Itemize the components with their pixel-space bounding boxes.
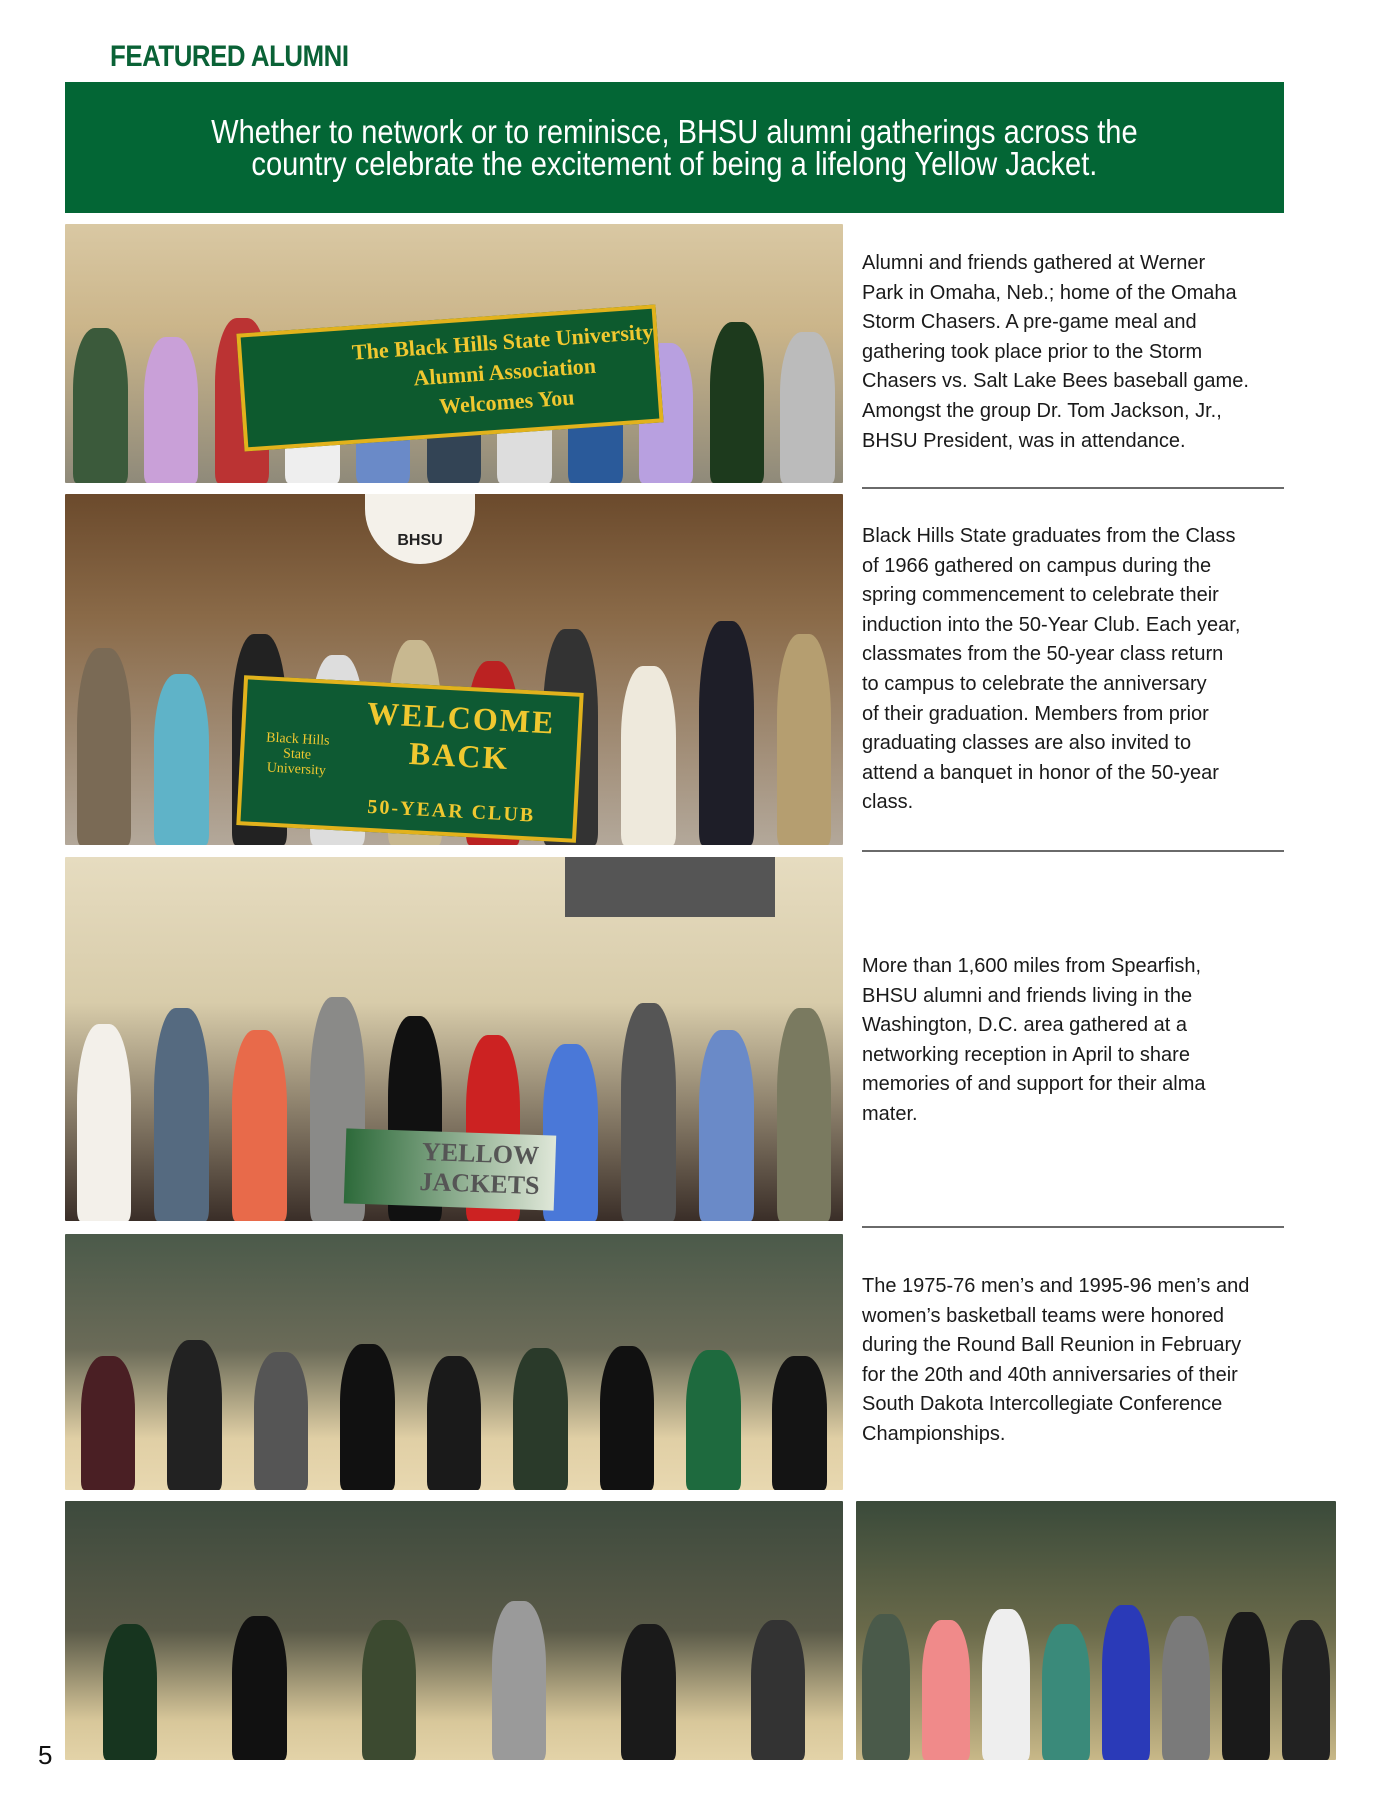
intro-banner [65, 82, 1284, 213]
photo-basketball-team-1995-men [65, 1501, 843, 1760]
yellow-jackets-pennant: YELLOW JACKETS [344, 1128, 556, 1210]
divider [862, 1226, 1284, 1228]
divider [862, 850, 1284, 852]
crowd [65, 1298, 843, 1490]
crowd [65, 1566, 843, 1760]
photo-basketball-team-women [856, 1501, 1336, 1760]
page-number: 5 [38, 1740, 53, 1770]
photo-washington-dc [65, 857, 843, 1221]
photo-basketball-reunion-men [65, 1234, 843, 1490]
photo-50-year-club [65, 494, 843, 845]
bhsu-sign: BHSU [365, 494, 475, 564]
photo-omaha-gathering [65, 224, 843, 483]
alumni-association-flag: The Black Hills State University Alumni Association Welcomes You [236, 304, 663, 451]
caption-50-year-club: Black Hills State graduates from the Class of 1966 gathered on campus during the spring commencement to celebrate their induction into the 50-Year Club. Each year, classmates from the 50-year class return to campus to celebrate the anniversary of their graduation. Members from prior graduating classes are also invited to attend a banquet in honor of the 50-year class. [862, 525, 1241, 814]
tv-screen [565, 857, 775, 917]
intro-text: Whether to network or to reminisce, BHSU alumni gatherings across the country celebrate the excitement of being a lifelong Yellow Jacket. [211, 112, 1138, 182]
caption-washington-dc: More than 1,600 miles from Spearfish, BHSU alumni and friends living in the Washington, D.C. area gathered at a networking reception in April to share memories of and support for their alma mater. [862, 955, 1206, 1125]
divider [862, 487, 1284, 489]
section-title: FEATURED ALUMNI [110, 40, 349, 73]
crowd [856, 1566, 1336, 1760]
caption-basketball-reunion: The 1975-76 men’s and 1995-96 men’s and women’s basketball teams were honored during the Round Ball Reunion in February for the 20th and 40th anniversaries of their South Dakota Intercollegiate Conference Championships. [862, 1275, 1250, 1445]
welcome-back-flag: WELCOME BACK Black Hills State University 50-YEAR CLUB [236, 675, 583, 843]
caption-omaha: Alumni and friends gathered at Werner Park in Omaha, Neb.; home of the Omaha Storm Chasers. A pre-game meal and gathering took place prior to the Storm Chasers vs. Salt Lake Bees baseball game. Amongst the group Dr. Tom Jackson, Jr., BHSU President, was in attendance. [862, 252, 1249, 452]
